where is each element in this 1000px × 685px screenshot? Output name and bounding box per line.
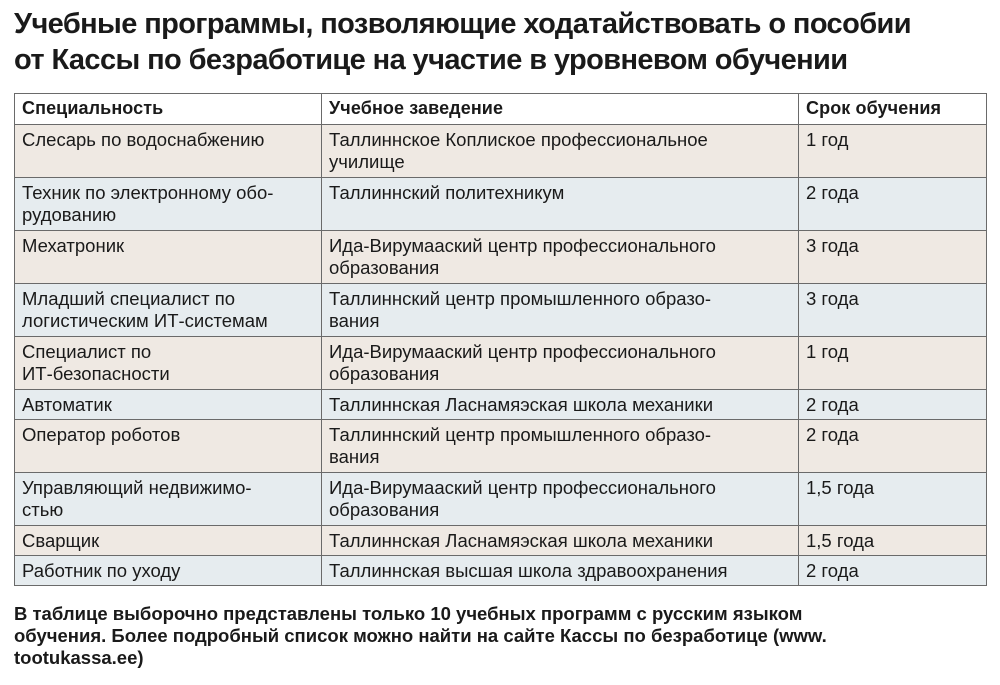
cell-duration <box>799 178 987 231</box>
title-line-2: от Кассы по безработице на участие в уровневом обучении <box>14 44 848 76</box>
cell-specialty <box>15 390 322 420</box>
table-header-row <box>15 94 987 125</box>
cell-specialty-line: Управляющий недвижимо- <box>22 477 252 498</box>
cell-institution-line: Таллиннская высшая школа здравоохранения <box>329 560 728 581</box>
footnote-line-2: обучения. Более подробный список можно найти на сайте Кассы по безработице (www. <box>14 625 827 646</box>
cell-specialty-line: рудованию <box>22 204 117 225</box>
table-row <box>15 284 987 337</box>
cell-specialty <box>15 231 322 284</box>
cell-duration <box>799 556 987 586</box>
cell-specialty-line: Слесарь по водоснабжению <box>22 129 265 150</box>
cell-duration-text: 1 год <box>806 129 849 150</box>
cell-institution <box>322 284 799 337</box>
cell-duration-text: 1,5 года <box>806 530 875 551</box>
cell-specialty-line: Оператор роботов <box>22 424 181 445</box>
cell-specialty-line: Автоматик <box>22 394 112 415</box>
cell-duration-text: 2 года <box>806 560 859 581</box>
cell-institution <box>322 473 799 526</box>
cell-institution <box>322 420 799 473</box>
footnote <box>14 603 989 669</box>
column-header-duration: Срок обучения <box>799 94 987 125</box>
cell-specialty-line: Специалист по <box>22 341 152 362</box>
cell-institution-line: Таллиннская Ласнамяэская школа механики <box>329 394 714 415</box>
cell-specialty-line: логистическим ИТ-системам <box>22 310 268 331</box>
cell-specialty-line: Работник по уходу <box>22 560 181 581</box>
cell-duration <box>799 390 987 420</box>
cell-institution-line: вания <box>329 446 380 467</box>
cell-institution-line: училище <box>329 151 405 172</box>
cell-institution-line: Таллиннский центр промышленного образо- <box>329 424 712 445</box>
page-title <box>14 6 989 78</box>
table-row <box>15 390 987 420</box>
cell-duration <box>799 284 987 337</box>
cell-institution-line: вания <box>329 310 380 331</box>
table-row <box>15 556 987 586</box>
cell-specialty-line: ИТ-безопасности <box>22 363 170 384</box>
footnote-line-1: В таблице выборочно представлены только 10 учебных программ с русским языком <box>14 603 803 624</box>
cell-specialty <box>15 178 322 231</box>
cell-specialty-line: Младший специалист по <box>22 288 236 309</box>
cell-duration-text: 2 года <box>806 394 859 415</box>
cell-institution <box>322 231 799 284</box>
cell-specialty <box>15 556 322 586</box>
cell-duration-text: 3 года <box>806 235 859 256</box>
column-header-institution: Учебное заведение <box>322 94 799 125</box>
cell-specialty <box>15 473 322 526</box>
programs-table <box>14 93 987 586</box>
cell-institution-line: образования <box>329 499 440 520</box>
cell-institution <box>322 556 799 586</box>
table-row <box>15 473 987 526</box>
cell-duration-text: 1,5 года <box>806 477 875 498</box>
title-line-1: Учебные программы, позволяющие ходатайствовать о пособии <box>14 8 911 40</box>
cell-institution-line: Ида-Вирумааский центр профессионального <box>329 341 716 362</box>
cell-institution-line: образования <box>329 363 440 384</box>
cell-specialty-line: Техник по электронному обо- <box>22 182 274 203</box>
cell-specialty <box>15 125 322 178</box>
cell-institution-line: Ида-Вирумааский центр профессионального <box>329 235 716 256</box>
cell-institution-line: Таллиннский центр промышленного образо- <box>329 288 712 309</box>
table-row <box>15 125 987 178</box>
cell-specialty-line: Мехатроник <box>22 235 125 256</box>
cell-institution-line: образования <box>329 257 440 278</box>
cell-specialty-line: Сварщик <box>22 530 100 551</box>
cell-institution-line: Таллиннское Коплиское профессиональное <box>329 129 708 150</box>
cell-duration <box>799 337 987 390</box>
cell-institution <box>322 125 799 178</box>
cell-duration-text: 2 года <box>806 182 859 203</box>
cell-duration <box>799 526 987 556</box>
cell-institution <box>322 526 799 556</box>
table-row <box>15 420 987 473</box>
table-row <box>15 526 987 556</box>
cell-specialty <box>15 420 322 473</box>
table-row <box>15 231 987 284</box>
cell-duration <box>799 420 987 473</box>
cell-duration <box>799 125 987 178</box>
cell-specialty-line: стью <box>22 499 64 520</box>
cell-institution-line: Таллиннская Ласнамяэская школа механики <box>329 530 714 551</box>
cell-specialty <box>15 284 322 337</box>
cell-institution <box>322 337 799 390</box>
cell-institution-line: Ида-Вирумааский центр профессионального <box>329 477 716 498</box>
table-row <box>15 337 987 390</box>
cell-institution <box>322 390 799 420</box>
cell-duration-text: 2 года <box>806 424 859 445</box>
footnote-line-3: tootukassa.ee) <box>14 647 144 668</box>
cell-duration <box>799 231 987 284</box>
cell-specialty <box>15 337 322 390</box>
cell-duration <box>799 473 987 526</box>
cell-institution-line: Таллиннский политехникум <box>329 182 565 203</box>
table-body <box>15 125 987 586</box>
table-row <box>15 178 987 231</box>
cell-institution <box>322 178 799 231</box>
cell-specialty <box>15 526 322 556</box>
cell-duration-text: 1 год <box>806 341 849 362</box>
cell-duration-text: 3 года <box>806 288 859 309</box>
column-header-specialty: Специальность <box>15 94 322 125</box>
